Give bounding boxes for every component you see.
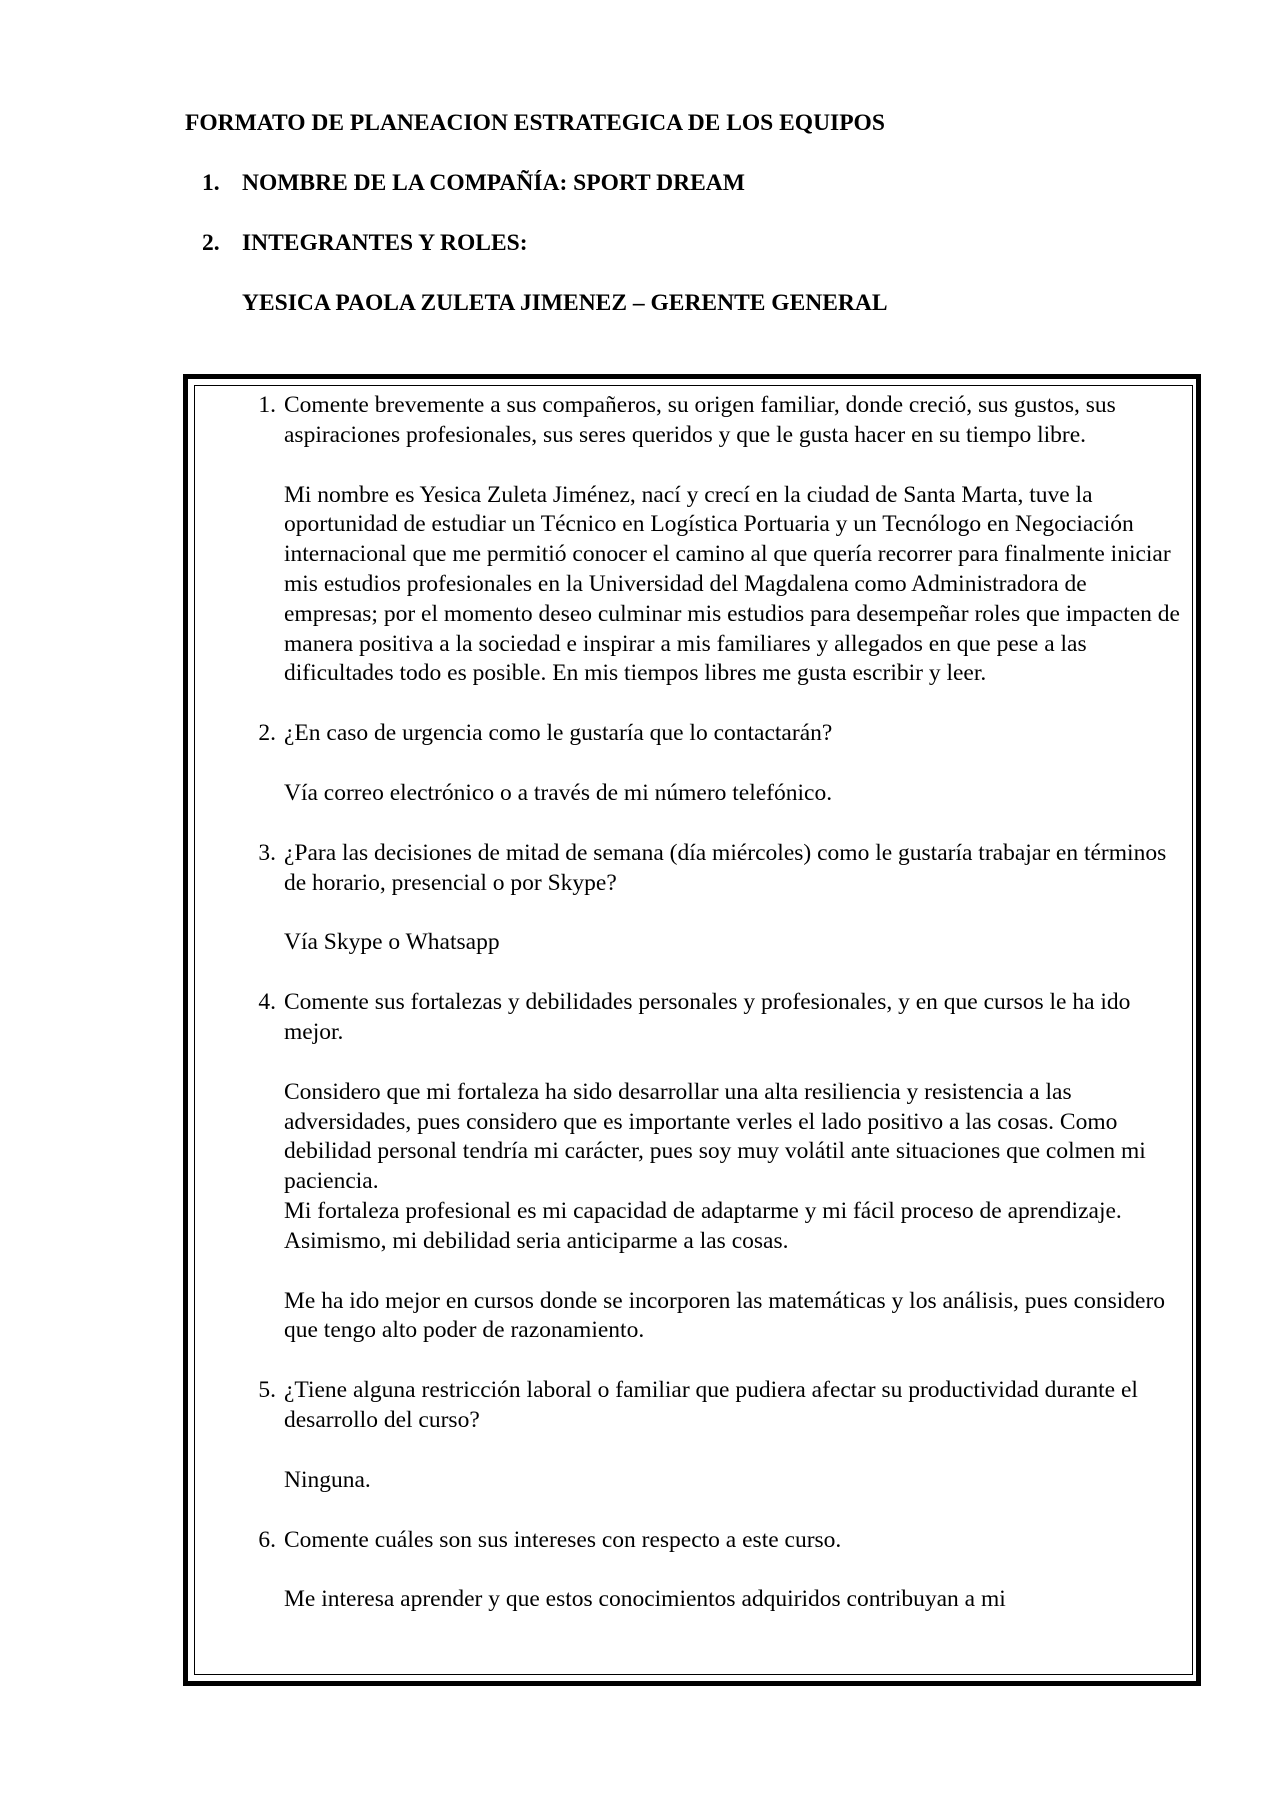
question-item [258, 1376, 1184, 1495]
question-text: Comente brevemente a sus compañeros, su origen familiar, donde creció, sus gustos, sus aspiraciones profesionales, sus seres queridos y que le gusta hacer en su tiempo libre. [284, 392, 1116, 448]
heading-number: 1. [202, 170, 220, 196]
company-name-heading [185, 172, 745, 196]
question-number: 4. [258, 989, 276, 1016]
question-item [258, 719, 1184, 809]
answer-paragraph: Mi nombre es Yesica Zuleta Jiménez, nací y crecí en la ciudad de Santa Marta, tuve la oportunidad de estudiar un Técnico en Logística Portuaria y un Tecnólogo en Negociación internacional que me permitió conocer el camino al que quería recorrer para finalmente iniciar mis estudios profesionales en la Universidad del Magdalena como Administradora de empresas; por el momento deseo culminar mis estudios para desempeñar roles que impacten de manera positiva a la sociedad e inspirar a mis familiares y allegados en que pese a las dificultades todo es posible. En mis tiempos libres me gusta escribir y leer. [284, 481, 1180, 687]
answer-paragraph: Me interesa aprender y que estos conocimientos adquiridos contribuyan a mi [284, 1586, 1006, 1613]
answer-paragraph: Vía correo electrónico o a través de mi número telefónico. [284, 779, 833, 806]
answer-block [284, 1585, 1184, 1615]
question-item [258, 839, 1184, 958]
member-role-entry: YESICA PAOLA ZULETA JIMENEZ – GERENTE GENERAL [242, 290, 888, 316]
question-text: Comente sus fortalezas y debilidades personales y profesionales, y en que cursos le ha ido mejor. [284, 989, 1131, 1045]
question-item [258, 1526, 1184, 1616]
answer-block [284, 481, 1184, 690]
members-roles-heading [185, 232, 528, 256]
questionnaire-list [258, 391, 1184, 1645]
answer-block [284, 1466, 1184, 1496]
answer-paragraph: Vía Skype o Whatsapp [284, 929, 500, 956]
heading-text: NOMBRE DE LA COMPAÑÍA: SPORT DREAM [242, 170, 745, 196]
question-number: 2. [258, 720, 276, 747]
question-number: 1. [258, 392, 276, 418]
question-number: 6. [258, 1526, 276, 1553]
question-text: ¿Tiene alguna restricción laboral o familiar que pudiera afectar su productividad durante el desarrollo del curso? [284, 1377, 1138, 1433]
question-text: ¿En caso de urgencia como le gustaría que lo contactarán? [284, 720, 833, 747]
answer-paragraph: Me ha ido mejor en cursos donde se incorporen las matemáticas y los análisis, pues considero que tengo alto poder de razonamiento. [284, 1287, 1166, 1344]
document-title: FORMATO DE PLANEACION ESTRATEGICA DE LOS EQUIPOS [185, 110, 885, 136]
question-number: 5. [258, 1377, 276, 1404]
answer-paragraph: Considero que mi fortaleza ha sido desarrollar una alta resiliencia y resistencia a las adversidades, pues considero que es importante verles el lado positivo a las cosas. Como debilidad personal tendría mi carácter, pues soy muy volátil ante situaciones que colmen mi paciencia. [284, 1078, 1146, 1195]
answer-block [284, 928, 1184, 958]
questionnaire-box [183, 374, 1201, 1686]
heading-text: INTEGRANTES Y ROLES: [242, 230, 528, 256]
answer-paragraph: Ninguna. [284, 1466, 371, 1493]
question-number: 3. [258, 839, 276, 866]
question-item [258, 391, 1184, 689]
heading-number: 2. [202, 230, 220, 256]
question-item [258, 988, 1184, 1346]
answer-block [284, 1078, 1184, 1346]
question-text: ¿Para las decisiones de mitad de semana (día miércoles) como le gustaría trabajar en términos de horario, presencial o por Skype? [284, 839, 1167, 896]
question-text: Comente cuáles son sus intereses con respecto a este curso. [284, 1526, 842, 1553]
answer-paragraph: Mi fortaleza profesional es mi capacidad de adaptarme y mi fácil proceso de aprendizaje. Asimismo, mi debilidad seria anticiparme a las cosas. [284, 1197, 1122, 1254]
answer-block [284, 779, 1184, 809]
